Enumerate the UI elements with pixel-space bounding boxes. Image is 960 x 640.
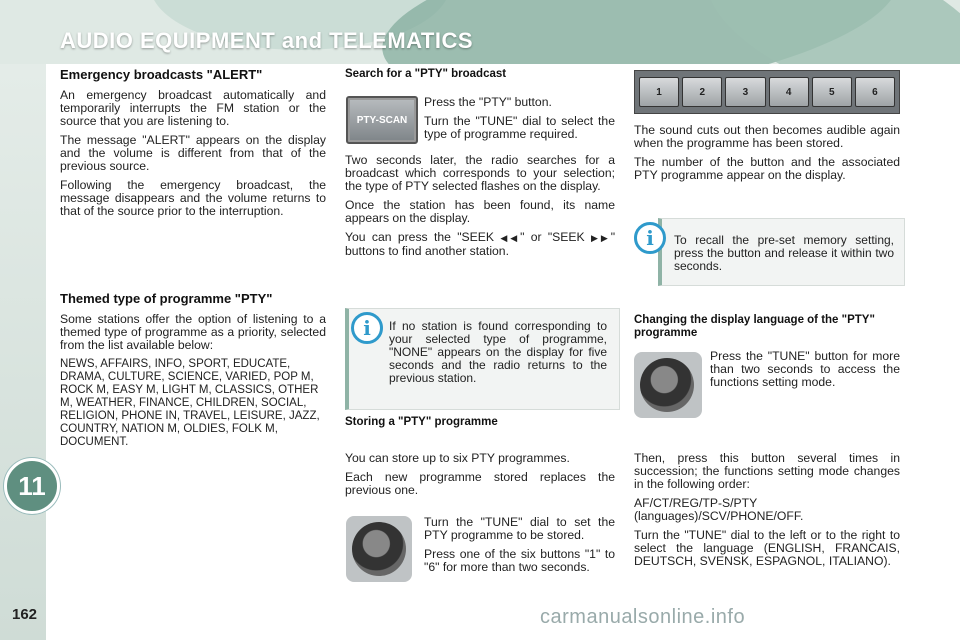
search-paragraph: Two seconds later, the radio searches for a broadcast which corresponds to your selection; the type of PTY selected flashes on the display.: [345, 153, 615, 193]
page-title: AUDIO EQUIPMENT and TELEMATICS: [60, 28, 474, 53]
seek-back-icon: ◀◀: [500, 233, 521, 243]
note-text: If no station is found corresponding to your selected type of programme, "NONE" appears on the display for five seconds and the radio returns to the previous station.: [389, 319, 607, 385]
language-paragraph: Then, press this button several times in succession; the functions setting mode changes in the following order:: [634, 451, 900, 491]
tune-dial-image: [346, 516, 412, 582]
alert-paragraph: Following the emergency broadcast, the message disappears and the volume returns to that of the source prior to the interruption.: [60, 178, 326, 218]
store-text: [345, 452, 615, 503]
language-section: [634, 314, 900, 346]
language-paragraph: Press the "TUNE" button for more than two seconds to access the functions setting mode.: [710, 349, 900, 389]
page-header: [0, 0, 960, 64]
store-paragraph: You can store up to six PTY programmes.: [345, 451, 570, 465]
pty-heading: Themed type of programme "PTY": [60, 291, 273, 306]
sound-paragraph: The number of the button and the associated PTY programme appear on the display.: [634, 155, 900, 182]
info-note-no-station: [345, 308, 620, 410]
preset-button-5: 5: [812, 77, 852, 107]
note-text: To recall the pre-set memory setting, press the button and release it within two seconds.: [674, 233, 894, 273]
pty-paragraph: Some stations offer the option of listening to a themed type of programme as a priority, selected from the list available below:: [60, 312, 326, 352]
preset-button-1: 1: [639, 77, 679, 107]
pty-scan-button-image: PTY-SCAN: [346, 96, 418, 144]
info-icon: i: [351, 312, 383, 344]
search-steps: [424, 96, 615, 147]
store-section: [345, 416, 615, 435]
seek-forward-icon: ▶▶: [591, 233, 611, 243]
preset-button-3: 3: [725, 77, 765, 107]
language-steps: [710, 350, 900, 395]
store-paragraph: Turn the "TUNE" dial to set the PTY programme to be stored.: [424, 515, 615, 542]
store-heading: Storing a "PTY" programme: [345, 416, 498, 428]
search-heading: Search for a "PTY" broadcast: [345, 68, 507, 80]
search-paragraph: Once the station has been found, its name appears on the display.: [345, 198, 615, 225]
search-paragraph: You can press the "SEEK ◀◀" or "SEEK ▶▶" buttons to find another station.: [345, 230, 616, 258]
alert-paragraph: The message "ALERT" appears on the display and the volume is different from that of the previous source.: [60, 133, 326, 173]
language-paragraph: AF/CT/REG/TP-S/PTY (languages)/SCV/PHONE/OFF.: [634, 496, 804, 523]
watermark: carmanualsonline.info: [540, 606, 746, 628]
tune-button-image: [634, 352, 702, 418]
column-1-pty: [60, 292, 326, 455]
sound-paragraph: The sound cuts out then becomes audible again when the programme has been stored.: [634, 123, 900, 150]
search-details: [345, 154, 615, 264]
pty-list: NEWS, AFFAIRS, INFO, SPORT, EDUCATE, DRAMA, CULTURE, SCIENCE, VARIED, POP M, ROCK M, EASY M, LIGHT M, CLASSICS, OTHER M, WEATHER, FINANCE, CHILDREN, SOCIAL, RELIGION, PHONE IN, TRAVEL, LEISURE, JAZZ, COUNTRY, NATION M, OLDIES, FOLK M, DOCUMENT.: [60, 358, 320, 448]
language-paragraph: Turn the "TUNE" dial to the left or to the right to select the language (ENGLISH, FRANCAIS, DEUTSCH, SVENSK, ESPAGNOL, ITALIANO).: [634, 528, 900, 568]
info-icon: i: [634, 222, 666, 254]
chapter-badge: 11: [4, 458, 60, 514]
preset-button-4: 4: [769, 77, 809, 107]
preset-button-2: 2: [682, 77, 722, 107]
column-3: [634, 124, 900, 188]
alert-heading: Emergency broadcasts "ALERT": [60, 67, 263, 82]
store-paragraph: Press one of the six buttons "1" to "6" for more than two seconds.: [424, 547, 615, 574]
store-paragraph: Each new programme stored replaces the previous one.: [345, 470, 615, 497]
alert-paragraph: An emergency broadcast automatically and temporarily interrupts the FM station or the source that you are listening to.: [60, 88, 326, 128]
preset-button-6: 6: [855, 77, 895, 107]
search-paragraph: Turn the "TUNE" dial to select the type of programme required.: [424, 114, 615, 141]
language-heading: Changing the display language of the "PTY" programme: [634, 314, 875, 339]
column-2: [345, 68, 615, 87]
page-number: 162: [12, 606, 38, 623]
language-details: [634, 452, 900, 574]
chapter-sidebar: [0, 64, 46, 640]
column-1: [60, 68, 326, 224]
store-steps: [424, 516, 615, 580]
search-paragraph: Press the "PTY" button.: [424, 95, 552, 109]
info-note-recall: [658, 218, 905, 286]
preset-buttons-image: [634, 70, 900, 114]
